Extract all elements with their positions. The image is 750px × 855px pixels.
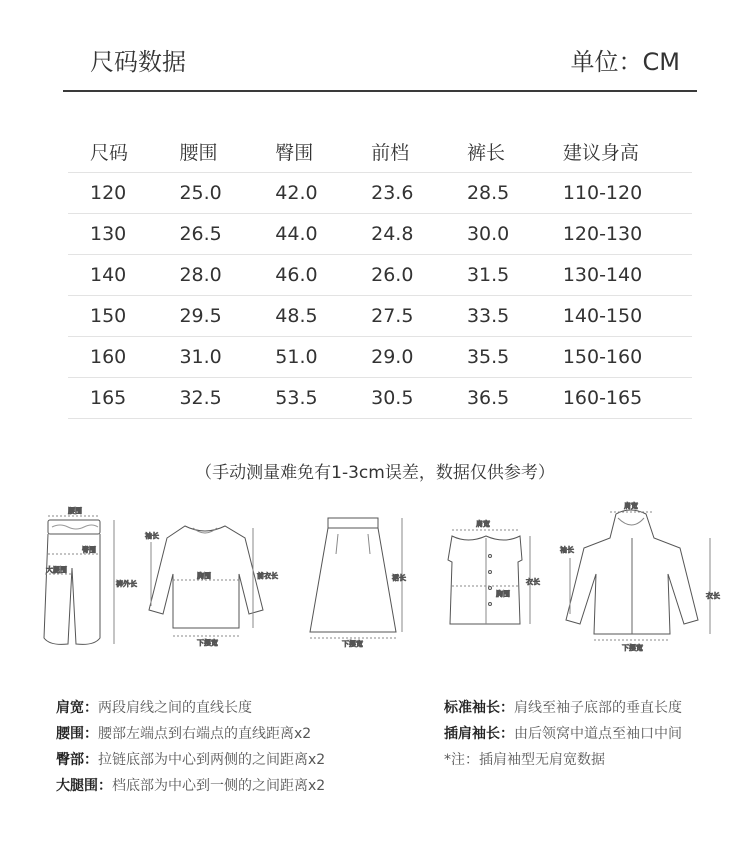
col-size: 尺码: [90, 141, 129, 164]
table-row: [68, 173, 692, 214]
label-skirt-length: 裙长: [392, 574, 406, 582]
measurement-note: （手动测量难免有1-3cm误差，数据仅供参考）: [195, 463, 555, 483]
table-cell: 29.0: [349, 337, 445, 378]
unit-label: 单位：CM: [570, 48, 680, 76]
table-cell: 53.5: [253, 378, 349, 419]
col-hip: 臀围: [275, 141, 314, 164]
table-cell: 33.5: [445, 296, 541, 337]
table-row: [68, 255, 692, 296]
page-title: 尺码数据: [90, 48, 186, 76]
legend-item: [444, 695, 682, 721]
label-thigh: 大腿围: [46, 566, 67, 574]
table-cell: 120: [68, 173, 157, 214]
legend-key: 肩宽：: [56, 700, 98, 716]
table-cell: 160: [68, 337, 157, 378]
label-vest-length: 衣长: [526, 578, 540, 586]
legend-item: [444, 721, 682, 747]
legend-desc: 档底部为中心到一侧的之间距离x2: [112, 778, 326, 794]
table-cell: 150: [68, 296, 157, 337]
table-cell: 160-165: [541, 378, 692, 419]
label-jacket-hem: 下摆宽: [622, 644, 643, 652]
legend-item: [56, 773, 325, 799]
table-cell: 23.6: [349, 173, 445, 214]
table-cell: 120-130: [541, 214, 692, 255]
table-cell: 44.0: [253, 214, 349, 255]
table-cell: 30.0: [445, 214, 541, 255]
legend-key: 大腿围：: [56, 778, 112, 794]
legend-key: 腰围：: [56, 726, 98, 742]
table-cell: 29.5: [157, 296, 253, 337]
skirt-illustration: [302, 514, 412, 653]
header: [90, 40, 680, 80]
col-front-rise: 前档: [371, 141, 410, 164]
label-chest: 胸围: [197, 572, 211, 580]
table-cell: 130: [68, 214, 157, 255]
table-cell: 31.5: [445, 255, 541, 296]
legend-left: [56, 695, 325, 799]
table-cell: 25.0: [157, 173, 253, 214]
legend-item: [56, 695, 325, 721]
table-row: [68, 378, 692, 419]
raglan-illustration: [145, 518, 295, 652]
table-cell: 140-150: [541, 296, 692, 337]
legend-key: 臀部：: [56, 752, 98, 768]
table-cell: 110-120: [541, 173, 692, 214]
table-cell: 24.8: [349, 214, 445, 255]
table-cell: 48.5: [253, 296, 349, 337]
label-jacket-shoulder: 肩宽: [624, 502, 638, 510]
divider: [63, 90, 697, 92]
label-jacket-length: 衣长: [706, 592, 720, 600]
table-row: [68, 296, 692, 337]
col-height: 建议身高: [562, 141, 639, 164]
table-cell: 26.0: [349, 255, 445, 296]
legend-item: [56, 721, 325, 747]
table-header-row: [68, 130, 692, 173]
table-cell: 130-140: [541, 255, 692, 296]
legend-key: 标准袖长：: [444, 700, 514, 716]
table-cell: 35.5: [445, 337, 541, 378]
label-front-length: 前衣长: [257, 572, 278, 580]
table-cell: 27.5: [349, 296, 445, 337]
label-sleeve: 袖长: [145, 532, 159, 540]
table-row: [68, 337, 692, 378]
table-cell: 28.0: [157, 255, 253, 296]
label-vest-shoulder: 肩宽: [476, 520, 490, 528]
table-cell: 140: [68, 255, 157, 296]
legend-item: [56, 747, 325, 773]
legend-right: [444, 695, 682, 773]
legend-desc: *注：插肩袖型无肩宽数据: [444, 752, 605, 768]
table-row: [68, 214, 692, 255]
table-cell: 36.5: [445, 378, 541, 419]
legend-desc: 两段肩线之间的直线长度: [98, 700, 252, 716]
table-cell: 46.0: [253, 255, 349, 296]
legend-desc: 肩线至袖子底部的垂直长度: [514, 700, 682, 716]
jacket-illustration: [560, 502, 720, 666]
label-waist: 腰围: [68, 507, 82, 515]
pants-illustration: [40, 508, 140, 662]
legend-key: 插肩袖长：: [444, 726, 514, 742]
label-outseam: 裤外长: [116, 580, 137, 588]
legend-desc: 由后领窝中道点至袖口中间: [514, 726, 682, 742]
legend-desc: 腰部左端点到右端点的直线距离x2: [98, 726, 312, 742]
table-cell: 150-160: [541, 337, 692, 378]
label-vest-chest: 胸围: [496, 590, 510, 598]
col-waist: 腰围: [179, 141, 218, 164]
label-hem: 下摆宽: [197, 639, 218, 647]
table-cell: 26.5: [157, 214, 253, 255]
table-cell: 28.5: [445, 173, 541, 214]
table-cell: 165: [68, 378, 157, 419]
table-cell: 30.5: [349, 378, 445, 419]
label-hip: 臀围: [82, 546, 96, 554]
garment-illustrations: [40, 500, 720, 660]
size-table: [68, 130, 692, 419]
col-length: 裤长: [466, 141, 505, 164]
table-cell: 42.0: [253, 173, 349, 214]
legend-desc: 拉链底部为中心到两侧的之间距离x2: [98, 752, 326, 768]
label-jacket-sleeve: 袖长: [560, 546, 574, 554]
table-cell: 51.0: [253, 337, 349, 378]
table-cell: 32.5: [157, 378, 253, 419]
legend-item: [444, 747, 682, 773]
table-cell: 31.0: [157, 337, 253, 378]
label-skirt-hem: 下摆宽: [342, 640, 363, 648]
vest-illustration: [430, 516, 550, 640]
